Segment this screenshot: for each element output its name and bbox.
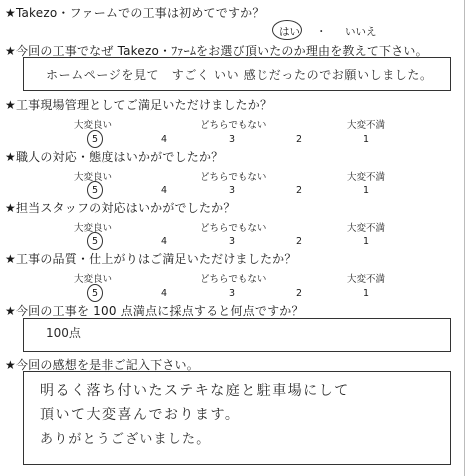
impression-line-1: 明るく落ち付いたステキな庭と駐車場にして (40, 383, 350, 399)
impression-line-3: ありがとうございました。 (40, 432, 211, 447)
rating-4: 4 (160, 236, 168, 247)
question-impression: ★今回の感想を是非ご記入下さい。 (5, 358, 199, 372)
rating-1: 1 (362, 185, 370, 196)
answer-yes: はい (279, 26, 300, 38)
impression-line-2: 頂いて大変喜んでおります。 (40, 407, 241, 423)
question-quality: ★工事の品質・仕上がりはご満足いただけましたか？ (5, 252, 297, 266)
scale-best-label: 大変良い (74, 274, 113, 285)
answer-no: いいえ (345, 26, 377, 38)
question-staff: ★担当スタッフの対応はいかがでしたか？ (5, 201, 236, 215)
rating-selected-circle (87, 232, 103, 250)
rating-selected-circle (87, 130, 103, 148)
scale-worst-label: 大変不満 (347, 120, 386, 131)
scale-worst-label: 大変不満 (347, 274, 386, 285)
question-site-management: ★工事現場管理としてご満足いただけましたか？ (5, 98, 273, 112)
rating-2: 2 (295, 288, 303, 299)
scale-neutral-label: どちらでもない (200, 120, 267, 131)
rating-1: 1 (362, 288, 370, 299)
scale-neutral-label: どちらでもない (200, 223, 267, 234)
yes-circle-mark (272, 20, 302, 40)
scale-best-label: 大変良い (74, 172, 113, 183)
question-score: ★今回の工事を 100 点満点に採点すると何点ですか？ (5, 304, 304, 318)
scale-worst-label: 大変不満 (347, 223, 386, 234)
rating-3: 3 (228, 134, 236, 145)
question-craftsmen: ★職人の対応・態度はいかがでしたか？ (5, 150, 224, 164)
scale-worst-label: 大変不満 (347, 172, 386, 183)
rating-1: 1 (362, 134, 370, 145)
scale-neutral-label: どちらでもない (200, 274, 267, 285)
rating-3: 3 (228, 288, 236, 299)
rating-5: 5 (91, 185, 99, 196)
rating-3: 3 (228, 236, 236, 247)
rating-5: 5 (91, 134, 99, 145)
rating-3: 3 (228, 185, 236, 196)
answer-separator: ・ (316, 26, 327, 38)
rating-1: 1 (362, 236, 370, 247)
rating-4: 4 (160, 288, 168, 299)
rating-5: 5 (91, 288, 99, 299)
rating-5: 5 (91, 236, 99, 247)
scale-best-label: 大変良い (74, 120, 113, 131)
rating-selected-circle (87, 181, 103, 199)
scale-best-label: 大変良い (74, 223, 113, 234)
rating-selected-circle (87, 284, 103, 302)
score-answer-box (23, 318, 451, 352)
scale-neutral-label: どちらでもない (200, 172, 267, 183)
rating-2: 2 (295, 185, 303, 196)
rating-2: 2 (295, 236, 303, 247)
question-reason: ★今回の工事でなぜ Takezo・ﾌｧｰﾑをお選び頂いたのか理由を教えて下さい。 (5, 44, 428, 58)
reason-answer-text: ホームページを見て すごく いい 感じだったのでお願いしました。 (46, 68, 433, 82)
rating-4: 4 (160, 185, 168, 196)
rating-2: 2 (295, 134, 303, 145)
rating-4: 4 (160, 134, 168, 145)
question-first-visit: ★Takezo・ファームでの工事は初めてですか？ (5, 6, 265, 20)
score-answer-text: 100点 (46, 326, 81, 340)
